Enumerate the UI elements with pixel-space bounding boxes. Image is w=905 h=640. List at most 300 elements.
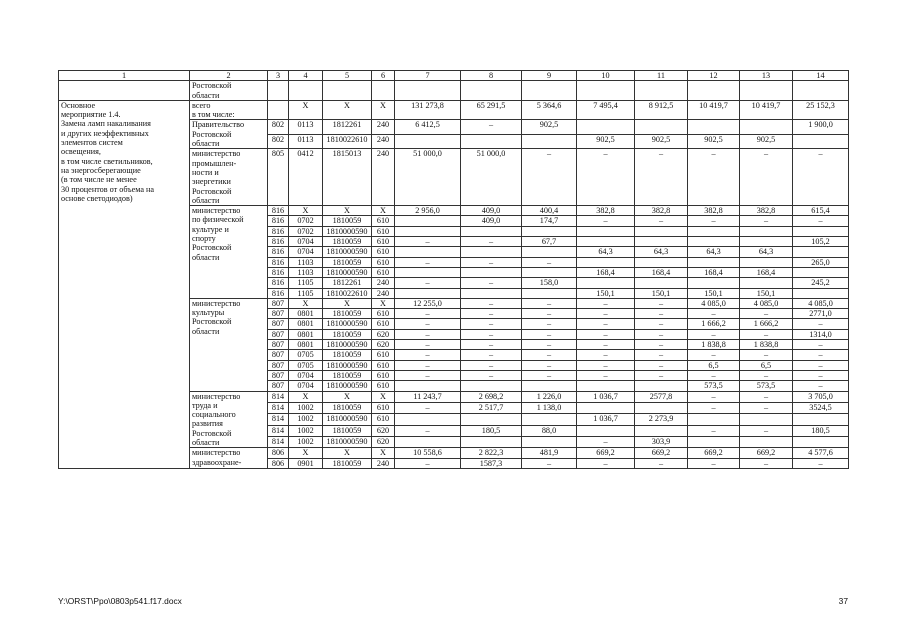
table-cell: – xyxy=(577,436,635,447)
table-cell: 2577,8 xyxy=(635,391,688,402)
table-cell: 150,1 xyxy=(740,288,793,298)
table-cell: – xyxy=(635,309,688,319)
table-cell: – xyxy=(793,458,849,468)
table-cell: 481,9 xyxy=(522,448,577,458)
table-cell xyxy=(395,226,461,236)
table-cell xyxy=(793,226,849,236)
table-cell: Х xyxy=(372,298,395,308)
table-cell: – xyxy=(635,216,688,226)
table-cell xyxy=(461,226,522,236)
table-cell: 669,2 xyxy=(635,448,688,458)
table-cell: – xyxy=(461,370,522,380)
table-cell: – xyxy=(688,458,740,468)
table-cell: Х xyxy=(323,448,372,458)
table-cell: 1810022610 xyxy=(323,288,372,298)
table-cell: 6,5 xyxy=(740,360,793,370)
table-cell: 814 xyxy=(268,391,289,402)
table-cell: Х xyxy=(372,391,395,402)
table-cell: 816 xyxy=(268,216,289,226)
table-cell: 805 xyxy=(268,149,289,206)
table-cell: – xyxy=(688,402,740,413)
table-cell: – xyxy=(577,458,635,468)
table-cell xyxy=(577,226,635,236)
table-cell: 610 xyxy=(372,257,395,267)
table-cell: 0702 xyxy=(289,216,323,226)
table-cell: – xyxy=(522,370,577,380)
table-cell: 610 xyxy=(372,360,395,370)
table-cell: 1812261 xyxy=(323,278,372,288)
table-cell: – xyxy=(688,309,740,319)
table-cell: – xyxy=(793,370,849,380)
column-number: 10 xyxy=(577,71,635,81)
table-cell: – xyxy=(688,149,740,206)
column-number: 12 xyxy=(688,71,740,81)
table-cell: – xyxy=(577,319,635,329)
table-cell xyxy=(793,267,849,277)
table-cell: Х xyxy=(323,298,372,308)
table-cell: 240 xyxy=(372,458,395,468)
table-cell: 382,8 xyxy=(635,206,688,216)
table-cell: 1810059 xyxy=(323,350,372,360)
table-cell: – xyxy=(577,216,635,226)
table-cell xyxy=(522,381,577,391)
table-cell: 1810000590 xyxy=(323,319,372,329)
table-cell: Х xyxy=(372,206,395,216)
table-cell: – xyxy=(395,425,461,436)
table-cell: 620 xyxy=(372,425,395,436)
table-cell xyxy=(688,226,740,236)
table-cell xyxy=(577,278,635,288)
table-cell: 1810000590 xyxy=(323,226,372,236)
executor-label: всего в том числе: xyxy=(190,100,268,120)
table-cell: 4 085,0 xyxy=(740,298,793,308)
table-cell: 240 xyxy=(372,120,395,134)
table-cell: 807 xyxy=(268,370,289,380)
column-number: 14 xyxy=(793,71,849,81)
table-cell: 807 xyxy=(268,381,289,391)
footer-page-number: 37 xyxy=(838,596,848,606)
table-cell: 814 xyxy=(268,414,289,425)
table-cell: 3 705,0 xyxy=(793,391,849,402)
table-cell: – xyxy=(688,370,740,380)
table-cell: – xyxy=(461,237,522,247)
table-cell: – xyxy=(395,319,461,329)
column-number: 4 xyxy=(289,71,323,81)
table-cell: 902,5 xyxy=(740,134,793,148)
table-cell xyxy=(793,247,849,257)
table-cell: 240 xyxy=(372,134,395,148)
table-cell: 168,4 xyxy=(740,267,793,277)
column-number: 7 xyxy=(395,71,461,81)
table-cell: 303,9 xyxy=(635,436,688,447)
table-cell: 1810022610 xyxy=(323,134,372,148)
table-cell: – xyxy=(635,319,688,329)
table-cell: – xyxy=(395,402,461,413)
table-cell xyxy=(461,134,522,148)
table-cell: 0801 xyxy=(289,319,323,329)
table-cell xyxy=(461,81,522,101)
column-number: 1 xyxy=(59,71,190,81)
table-row xyxy=(59,81,849,101)
table-cell: 0702 xyxy=(289,226,323,236)
table-cell xyxy=(289,81,323,101)
table-cell xyxy=(395,216,461,226)
table-cell: 1 666,2 xyxy=(688,319,740,329)
table-cell: – xyxy=(461,329,522,339)
table-cell: 0113 xyxy=(289,134,323,148)
table-cell: 105,2 xyxy=(793,237,849,247)
table-cell xyxy=(461,247,522,257)
table-cell: 6,5 xyxy=(688,360,740,370)
table-cell xyxy=(395,381,461,391)
table-cell xyxy=(740,278,793,288)
table-cell: 1 900,0 xyxy=(793,120,849,134)
table-cell: 806 xyxy=(268,448,289,458)
table-cell: 1810059 xyxy=(323,237,372,247)
table-cell xyxy=(688,278,740,288)
table-cell xyxy=(461,288,522,298)
table-cell: 10 558,6 xyxy=(395,448,461,458)
table-cell: 174,7 xyxy=(522,216,577,226)
table-cell: – xyxy=(635,370,688,380)
table-cell: 807 xyxy=(268,340,289,350)
table-cell xyxy=(395,436,461,447)
table-cell: 1002 xyxy=(289,425,323,436)
table-cell: – xyxy=(461,309,522,319)
table-cell: – xyxy=(522,329,577,339)
table-cell xyxy=(793,436,849,447)
table-cell: – xyxy=(461,340,522,350)
table-cell xyxy=(461,436,522,447)
table-cell: 0704 xyxy=(289,370,323,380)
table-cell: 64,3 xyxy=(740,247,793,257)
table-cell xyxy=(688,414,740,425)
table-cell: – xyxy=(688,216,740,226)
table-cell: 1105 xyxy=(289,278,323,288)
table-cell xyxy=(372,81,395,101)
table-cell: – xyxy=(635,149,688,206)
table-cell: 4 577,6 xyxy=(793,448,849,458)
table-cell xyxy=(635,237,688,247)
table-cell: – xyxy=(461,257,522,267)
table-cell: 1105 xyxy=(289,288,323,298)
table-cell: 0704 xyxy=(289,247,323,257)
table-cell: 0705 xyxy=(289,350,323,360)
table-cell xyxy=(577,425,635,436)
table-cell: 88,0 xyxy=(522,425,577,436)
table-cell: 265,0 xyxy=(793,257,849,267)
table-cell: – xyxy=(688,329,740,339)
table-cell: 2 273,9 xyxy=(635,414,688,425)
table-cell xyxy=(395,247,461,257)
table-cell: – xyxy=(395,360,461,370)
table-cell: 816 xyxy=(268,226,289,236)
table-cell xyxy=(323,81,372,101)
table-cell: 1 226,0 xyxy=(522,391,577,402)
table-cell xyxy=(793,414,849,425)
table-cell: – xyxy=(577,309,635,319)
table-cell: – xyxy=(577,350,635,360)
table-cell: 64,3 xyxy=(577,247,635,257)
table-cell xyxy=(635,226,688,236)
table-cell xyxy=(740,120,793,134)
table-cell xyxy=(635,257,688,267)
column-number: 8 xyxy=(461,71,522,81)
table-cell xyxy=(635,120,688,134)
table-cell: 807 xyxy=(268,319,289,329)
table-cell xyxy=(740,226,793,236)
table-cell: 816 xyxy=(268,237,289,247)
table-cell xyxy=(395,414,461,425)
table-cell xyxy=(522,81,577,101)
table-cell: 816 xyxy=(268,257,289,267)
table-cell: – xyxy=(635,340,688,350)
table-cell: 902,5 xyxy=(577,134,635,148)
table-cell: 802 xyxy=(268,120,289,134)
table-cell xyxy=(635,278,688,288)
table-cell: – xyxy=(522,458,577,468)
table-cell: – xyxy=(395,340,461,350)
table-cell: 4 085,0 xyxy=(688,298,740,308)
table-cell: 168,4 xyxy=(635,267,688,277)
table-cell xyxy=(59,81,190,101)
table-cell xyxy=(395,81,461,101)
table-cell xyxy=(395,134,461,148)
table-cell: 1 138,0 xyxy=(522,402,577,413)
table-cell: 902,5 xyxy=(688,134,740,148)
table-cell: 620 xyxy=(372,329,395,339)
table-cell: 0113 xyxy=(289,120,323,134)
table-cell: 814 xyxy=(268,436,289,447)
table-cell: 67,7 xyxy=(522,237,577,247)
table-cell: – xyxy=(522,319,577,329)
table-cell: 610 xyxy=(372,350,395,360)
table-cell: 1810000590 xyxy=(323,247,372,257)
table-cell xyxy=(740,436,793,447)
table-cell xyxy=(635,425,688,436)
table-cell: Х xyxy=(289,298,323,308)
table-cell: – xyxy=(740,329,793,339)
table-cell xyxy=(793,288,849,298)
table-cell: Х xyxy=(289,206,323,216)
table-cell xyxy=(522,226,577,236)
table-cell: – xyxy=(635,329,688,339)
table-cell: Х xyxy=(289,448,323,458)
table-cell xyxy=(793,134,849,148)
table-cell: – xyxy=(740,391,793,402)
table-cell xyxy=(740,81,793,101)
table-cell xyxy=(688,120,740,134)
table-cell: 1810000590 xyxy=(323,436,372,447)
table-cell: – xyxy=(740,402,793,413)
table-cell xyxy=(461,267,522,277)
table-cell: 12 255,0 xyxy=(395,298,461,308)
table-cell: 816 xyxy=(268,247,289,257)
table-cell: – xyxy=(461,319,522,329)
column-number: 11 xyxy=(635,71,688,81)
table-cell: 620 xyxy=(372,436,395,447)
table-cell xyxy=(635,402,688,413)
table-cell: 902,5 xyxy=(522,120,577,134)
table-cell: – xyxy=(395,370,461,380)
table-cell: – xyxy=(522,340,577,350)
table-cell xyxy=(688,81,740,101)
table-cell: Х xyxy=(323,206,372,216)
table-cell: 168,4 xyxy=(577,267,635,277)
table-cell xyxy=(522,247,577,257)
column-number: 6 xyxy=(372,71,395,81)
table-cell: 382,8 xyxy=(688,206,740,216)
table-cell: 1810059 xyxy=(323,216,372,226)
table-row xyxy=(59,100,849,120)
table-cell: – xyxy=(395,237,461,247)
table-cell xyxy=(740,257,793,267)
table-cell: Х xyxy=(323,100,372,120)
table-cell xyxy=(688,237,740,247)
table-cell: Х xyxy=(372,100,395,120)
table-cell: 610 xyxy=(372,309,395,319)
table-cell: – xyxy=(688,391,740,402)
table-cell: 1810000590 xyxy=(323,381,372,391)
table-cell xyxy=(522,267,577,277)
table-cell: 1103 xyxy=(289,257,323,267)
table-cell: 409,0 xyxy=(461,206,522,216)
table-cell: 1002 xyxy=(289,402,323,413)
table-cell: 669,2 xyxy=(688,448,740,458)
table-cell: 180,5 xyxy=(793,425,849,436)
table-cell: – xyxy=(395,278,461,288)
table-cell xyxy=(522,436,577,447)
table-cell: 610 xyxy=(372,319,395,329)
table-cell: 802 xyxy=(268,134,289,148)
table-cell: 1002 xyxy=(289,414,323,425)
table-cell: 669,2 xyxy=(577,448,635,458)
table-cell: 807 xyxy=(268,350,289,360)
table-cell: – xyxy=(522,149,577,206)
table-cell: – xyxy=(522,298,577,308)
table-cell xyxy=(395,288,461,298)
table-cell: – xyxy=(577,329,635,339)
table-cell: 1 036,7 xyxy=(577,391,635,402)
executor-label: министерство здравоохране- xyxy=(190,448,268,469)
table-cell: 245,2 xyxy=(793,278,849,288)
table-cell: 180,5 xyxy=(461,425,522,436)
table-cell: – xyxy=(793,149,849,206)
table-cell: 669,2 xyxy=(740,448,793,458)
table-cell: 240 xyxy=(372,278,395,288)
table-cell xyxy=(522,414,577,425)
table-cell: 573,5 xyxy=(688,381,740,391)
table-cell: 807 xyxy=(268,298,289,308)
table-cell: 610 xyxy=(372,237,395,247)
table-cell: – xyxy=(793,360,849,370)
table-cell: 240 xyxy=(372,288,395,298)
table-cell xyxy=(461,381,522,391)
table-cell: 807 xyxy=(268,309,289,319)
table-cell: – xyxy=(688,350,740,360)
table-cell: – xyxy=(461,120,522,134)
budget-table xyxy=(58,70,849,469)
table-cell: 615,4 xyxy=(793,206,849,216)
table-cell: 65 291,5 xyxy=(461,100,522,120)
table-cell: 816 xyxy=(268,206,289,216)
table-cell: – xyxy=(461,360,522,370)
table-cell: 807 xyxy=(268,360,289,370)
table-cell: – xyxy=(395,257,461,267)
table-cell: 158,0 xyxy=(522,278,577,288)
table-cell: 814 xyxy=(268,425,289,436)
table-cell xyxy=(577,381,635,391)
table-cell: 0901 xyxy=(289,458,323,468)
table-cell xyxy=(688,257,740,267)
table-cell: 10 419,7 xyxy=(740,100,793,120)
table-cell: 610 xyxy=(372,216,395,226)
table-cell: 1587,3 xyxy=(461,458,522,468)
table-cell: 11 243,7 xyxy=(395,391,461,402)
table-cell: – xyxy=(740,425,793,436)
table-cell: 816 xyxy=(268,278,289,288)
table-cell: – xyxy=(461,350,522,360)
table-cell: 1810059 xyxy=(323,309,372,319)
executor-label: министерство промышлен- ности и энергетики Ростовской области xyxy=(190,149,268,206)
table-cell: 1810000590 xyxy=(323,360,372,370)
table-cell: – xyxy=(461,278,522,288)
table-cell xyxy=(740,414,793,425)
executor-label: министерство труда и социального развития Ростовской области xyxy=(190,391,268,448)
table-cell: 5 364,6 xyxy=(522,100,577,120)
table-cell: 150,1 xyxy=(635,288,688,298)
table-cell: – xyxy=(793,350,849,360)
table-cell: 1 838,8 xyxy=(740,340,793,350)
table-cell: – xyxy=(577,360,635,370)
table-cell: 610 xyxy=(372,247,395,257)
table-cell: 382,8 xyxy=(577,206,635,216)
table-cell: – xyxy=(635,298,688,308)
table-cell: 1810059 xyxy=(323,425,372,436)
table-cell: 168,4 xyxy=(688,267,740,277)
table-cell xyxy=(740,237,793,247)
table-cell: 1810059 xyxy=(323,257,372,267)
table-cell: – xyxy=(395,309,461,319)
executor-label: Ростовской области xyxy=(190,81,268,101)
table-cell: 150,1 xyxy=(688,288,740,298)
table-cell: – xyxy=(395,350,461,360)
table-cell: 4 085,0 xyxy=(793,298,849,308)
table-cell: 1812261 xyxy=(323,120,372,134)
table-cell: 2771,0 xyxy=(793,309,849,319)
table-cell: – xyxy=(395,329,461,339)
table-cell xyxy=(268,81,289,101)
table-cell xyxy=(461,414,522,425)
table-cell: – xyxy=(522,309,577,319)
table-cell: Х xyxy=(372,448,395,458)
table-cell: 573,5 xyxy=(740,381,793,391)
table-cell: – xyxy=(395,458,461,468)
table-cell: 610 xyxy=(372,414,395,425)
table-cell: 806 xyxy=(268,458,289,468)
table-cell: Х xyxy=(289,100,323,120)
table-cell xyxy=(577,402,635,413)
table-cell: – xyxy=(522,257,577,267)
table-cell: – xyxy=(740,149,793,206)
table-cell: 1810059 xyxy=(323,329,372,339)
table-cell: 2 517,7 xyxy=(461,402,522,413)
table-cell: 0801 xyxy=(289,329,323,339)
table-cell: 51 000,0 xyxy=(395,149,461,206)
table-cell: 51 000,0 xyxy=(461,149,522,206)
table-cell: 620 xyxy=(372,340,395,350)
table-cell: – xyxy=(688,425,740,436)
